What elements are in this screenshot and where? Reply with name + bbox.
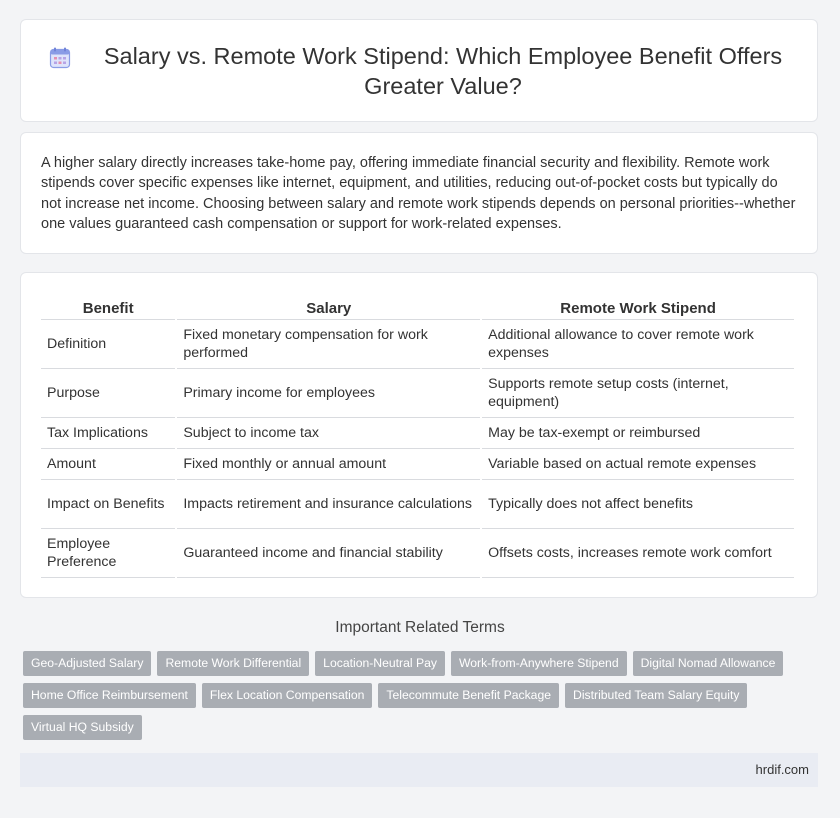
table-cell: Variable based on actual remote expenses (482, 449, 794, 480)
footer (20, 753, 818, 787)
footer-site-link[interactable]: hrdif.com (755, 762, 809, 777)
table-cell: Employee Preference (41, 529, 175, 578)
tag-home-office-reimbursement[interactable]: Home Office Reimbursement (23, 683, 196, 708)
table-row (41, 418, 794, 449)
table-cell: Impact on Benefits (41, 480, 175, 529)
intro-paragraph: A higher salary directly increases take-home pay, offering immediate financial security and flexibility. Remote work stipends cover specific expenses like internet, equipment, and utilities, reducing out-of-pocket costs but typically do not increase net income. Choosing between salary and remote work stipends depends on personal priorities--whether one values guaranteed cash compensation or support for work-related expenses. (41, 155, 796, 233)
table-row (41, 369, 794, 418)
table-cell: Subject to income tax (177, 418, 480, 449)
table-cell: Impacts retirement and insurance calculations (177, 480, 480, 529)
related-terms-heading: Important Related Terms (335, 619, 505, 636)
page-title: Salary vs. Remote Work Stipend: Which Employee Benefit Offers Greater Value? (103, 42, 783, 99)
table-header-row (41, 295, 794, 320)
table-cell: May be tax-exempt or reimbursed (482, 418, 794, 449)
table-cell: Purpose (41, 369, 175, 418)
tag-flex-location-compensation[interactable]: Flex Location Compensation (202, 683, 372, 708)
table-cell: Amount (41, 449, 175, 480)
tag-work-from-anywhere-stipend[interactable]: Work-from-Anywhere Stipend (451, 651, 627, 676)
table-cell: Typically does not affect benefits (482, 480, 794, 529)
table-cell: Definition (41, 320, 175, 369)
title-wrap (49, 41, 789, 101)
related-terms-list (23, 651, 823, 747)
tag-remote-work-differential[interactable]: Remote Work Differential (157, 651, 309, 676)
table-cell: Primary income for employees (177, 369, 480, 418)
tag-location-neutral-pay[interactable]: Location-Neutral Pay (315, 651, 445, 676)
table-row (41, 480, 794, 529)
table-cell: Supports remote setup costs (internet, equipment) (482, 369, 794, 418)
column-header-benefit: Benefit (41, 295, 175, 320)
tag-distributed-team-salary-equity[interactable]: Distributed Team Salary Equity (565, 683, 747, 708)
table-row (41, 320, 794, 369)
tag-digital-nomad-allowance[interactable]: Digital Nomad Allowance (633, 651, 784, 676)
table-cell: Tax Implications (41, 418, 175, 449)
tag-telecommute-benefit-package[interactable]: Telecommute Benefit Package (378, 683, 559, 708)
calendar-icon (49, 47, 71, 69)
title-card (20, 19, 818, 122)
table-row (41, 529, 794, 578)
comparison-table (39, 295, 796, 578)
table-row (41, 449, 794, 480)
comparison-table-card (20, 272, 818, 598)
table-cell: Offsets costs, increases remote work comfort (482, 529, 794, 578)
tag-geo-adjusted-salary[interactable]: Geo-Adjusted Salary (23, 651, 151, 676)
table-cell: Additional allowance to cover remote work expenses (482, 320, 794, 369)
table-cell: Fixed monetary compensation for work performed (177, 320, 480, 369)
table-cell: Fixed monthly or annual amount (177, 449, 480, 480)
table-cell: Guaranteed income and financial stability (177, 529, 480, 578)
tag-virtual-hq-subsidy[interactable]: Virtual HQ Subsidy (23, 715, 142, 740)
column-header-salary: Salary (177, 295, 480, 320)
intro-card (20, 132, 818, 254)
column-header-remote-work-stipend: Remote Work Stipend (482, 295, 794, 320)
